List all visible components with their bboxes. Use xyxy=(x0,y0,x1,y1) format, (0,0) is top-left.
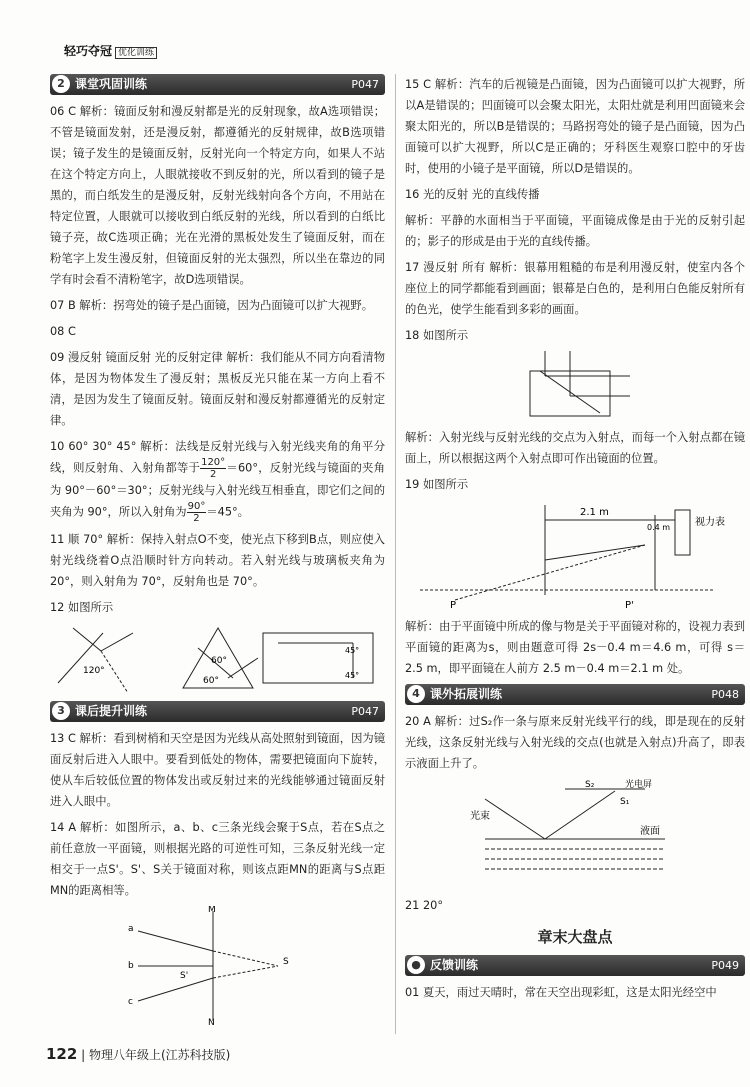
figure-20 xyxy=(465,779,685,889)
answer-16-explain: 解析：平静的水面相当于平面镜，平面镜成像是由于光的反射引起的；影子的形成是由于光的直线传播。 xyxy=(405,214,745,248)
answer-15: 15 C 解析：汽车的后视镜是凸面镜，因为凸面镜可以扩大视野，所以A是错误的；凹面镜可以会聚太阳光，太阳灶就是利用凹面镜来会聚太阳光的，所以B是错误的；马路拐弯处的镜子是凸面镜，因为凸面镜可以扩大视野，所以C是正确的；牙科医生观察口腔中的牙齿时，使用的小镜子是平面镜，所以D是错误的。 xyxy=(405,78,745,175)
label-S1: S₁ xyxy=(620,797,630,807)
label-P: P xyxy=(450,600,457,610)
label-a: a xyxy=(127,924,134,934)
brand-logo: 轻巧夺冠 优化训练 xyxy=(64,42,157,59)
page-footer: 122 | 物理八年级上(江苏科技版) xyxy=(46,1045,231,1063)
left-column xyxy=(50,74,385,1032)
section-bar-2: 2 课堂巩固训练 P047 xyxy=(50,74,385,95)
answer-19: 19 如图所示 xyxy=(405,478,469,491)
answer-14: 14 A 解析：如图所示，a、b、c三条光线会聚于S点，若在S点之前任意放一平面镜，则根据光路的可逆性可知，三条反射光线一定相交于一点S'。S'、S关于镜面对称，则该点距MN的距离与S点距MN的距离相等。 xyxy=(50,821,385,897)
label-120: 120° xyxy=(82,666,105,676)
label-P-prime: P' xyxy=(625,600,634,610)
answer-21: 21 20° xyxy=(405,899,443,912)
label-60-b: 60° xyxy=(202,676,219,686)
answer-06: 06 C 解析：镜面反射和漫反射都是光的反射现象，故A选项错误；不管是镜面发射，还是漫反射，都遵循光的反射规律，故B选项错误；镜子发生的是镜面反射，反射光向一个特定方向，如果人不站在这个特定方向上，人眼就接收不到反射的光，所以看到的镜子是黑的，而白纸发生的是漫反射，反射光线射向各个方向，不用站在特定位置，人眼就可以接收到白纸反射的光线，所以看到的白纸比镜子亮，故C选项正确；光在光滑的黑板处发生了镜面反射，而在粉笔字上发生漫反射，但镜面反射的光太强烈，所以坐在靠边的同学有时会看不清粉笔字，故D选项错误。 xyxy=(50,105,385,286)
label-eye-chart: 视力表 xyxy=(695,517,725,528)
label-beam: 光束 xyxy=(470,811,490,822)
label-0-4m: 0.4 m xyxy=(647,523,671,532)
page-header xyxy=(46,30,746,72)
answer-13: 13 C 解析：看到树梢和天空是因为光线从高处照射到镜面，因为镜面反射后进入人眼中。要看到低处的物体，需要把镜面向下旋转，使从车后较低位置的物体发出或反射过来的光线能够通过镜面反射进入人眼中。 xyxy=(50,732,385,808)
section-bar-feedback: ● 反馈训练 P049 xyxy=(405,955,745,976)
answer-10: 10 60° 30° 45° 解析：法线是反射光线与入射光线夹角的角平分线，则反射角、入射角都等于 $\frac{120^\circ}{2}$ ＝60°，反射光线与镜面的夹角为 90°－60°＝30°；反射光线与入射光线互相垂直，即它们之间的夹角为 90°，所以入射角为 $\frac{90^\circ}{2}$ ＝45°。 xyxy=(50,440,385,524)
label-S: S xyxy=(282,957,289,967)
fraction-a: $\frac{120^\circ}{2}$ xyxy=(201,457,226,480)
answer-18-explain: 解析：入射光线与反射光线的交点为入射点，而每一个入射点都在镜面上，所以根据这两个入射点即可作出镜面的位置。 xyxy=(405,431,745,465)
figure-19 xyxy=(415,500,735,610)
label-liquid: 液面 xyxy=(640,826,660,837)
label-45-a: 45° xyxy=(344,646,359,655)
answer-09: 09 漫反射 镜面反射 光的反射定律 解析：我们能从不同方向看清物体，是因为物体发生了漫反射；黑板反光只能在某一方向上看不清，是因为发生了镜面反射。镜面反射和漫反射都遵循光的反射定律。 xyxy=(50,351,385,427)
answer-16: 16 光的反射 光的直线传播 xyxy=(405,188,540,201)
answer-01: 01 夏天，雨过天晴时，常在天空出现彩虹，这是太阳光经空中 xyxy=(405,986,717,999)
label-2-1m: 2.1 m xyxy=(580,507,609,518)
figure-12 xyxy=(53,623,383,695)
label-45-b: 45° xyxy=(344,671,359,680)
label-b: b xyxy=(127,961,134,971)
answer-20: 20 A 解析：过S₂作一条与原来反射光线平行的线，即是现在的反射光线，这条反射光线与入射光线的交点(也就是入射点)升高了，即表示液面上升了。 xyxy=(405,715,745,770)
label-screen: 光电屏 xyxy=(625,780,653,790)
right-column xyxy=(405,74,745,1008)
answer-17: 17 漫反射 所有 解析：银幕用粗糙的布是利用漫反射，使室内各个座位上的同学都能看到画面；银幕是白色的，是利用白色能反射所有的色光，使学生能看到多彩的画面。 xyxy=(405,261,745,316)
answer-11: 11 顺 70° 解析：保持入射点O不变，使光点下移到B点，则应使入射光线绕着O点沿顺时针方向转动。若入射光线与玻璃板夹角为 20°，则入射角为 70°，反射角也是 70°。 xyxy=(50,533,385,588)
label-c: c xyxy=(127,997,133,1007)
section-bar-3: 3 课后提升训练 P047 xyxy=(50,701,385,722)
label-N: N xyxy=(207,1018,215,1026)
label-60-a: 60° xyxy=(210,656,227,666)
answer-19-explain: 解析：由于平面镜中所成的像与物是关于平面镜对称的，设视力表到平面镜的距离为s，则由题意可得 2s－0.4 m＝4.6 m，可得 s＝2.5 m，即平面镜在人前方 2.5 m－0.4 m＝2.1 m 处。 xyxy=(405,620,745,675)
answer-12: 12 如图所示 xyxy=(50,601,114,614)
label-S-prime: S' xyxy=(179,971,188,981)
column-divider xyxy=(395,74,396,1034)
figure-18 xyxy=(510,351,640,421)
figure-14 xyxy=(118,906,318,1026)
chapter-title: 章末大盘点 xyxy=(537,928,613,946)
label-S2: S₂ xyxy=(585,780,595,790)
fraction-b: $\frac{90^\circ}{2}$ xyxy=(187,501,206,524)
answer-07: 07 B 解析：拐弯处的镜子是凸面镜，因为凸面镜可以扩大视野。 xyxy=(50,299,374,312)
label-M: M xyxy=(207,906,216,915)
answer-18: 18 如图所示 xyxy=(405,329,469,342)
answer-08: 08 C xyxy=(50,325,76,338)
section-bar-4: 4 课外拓展训练 P048 xyxy=(405,684,745,705)
